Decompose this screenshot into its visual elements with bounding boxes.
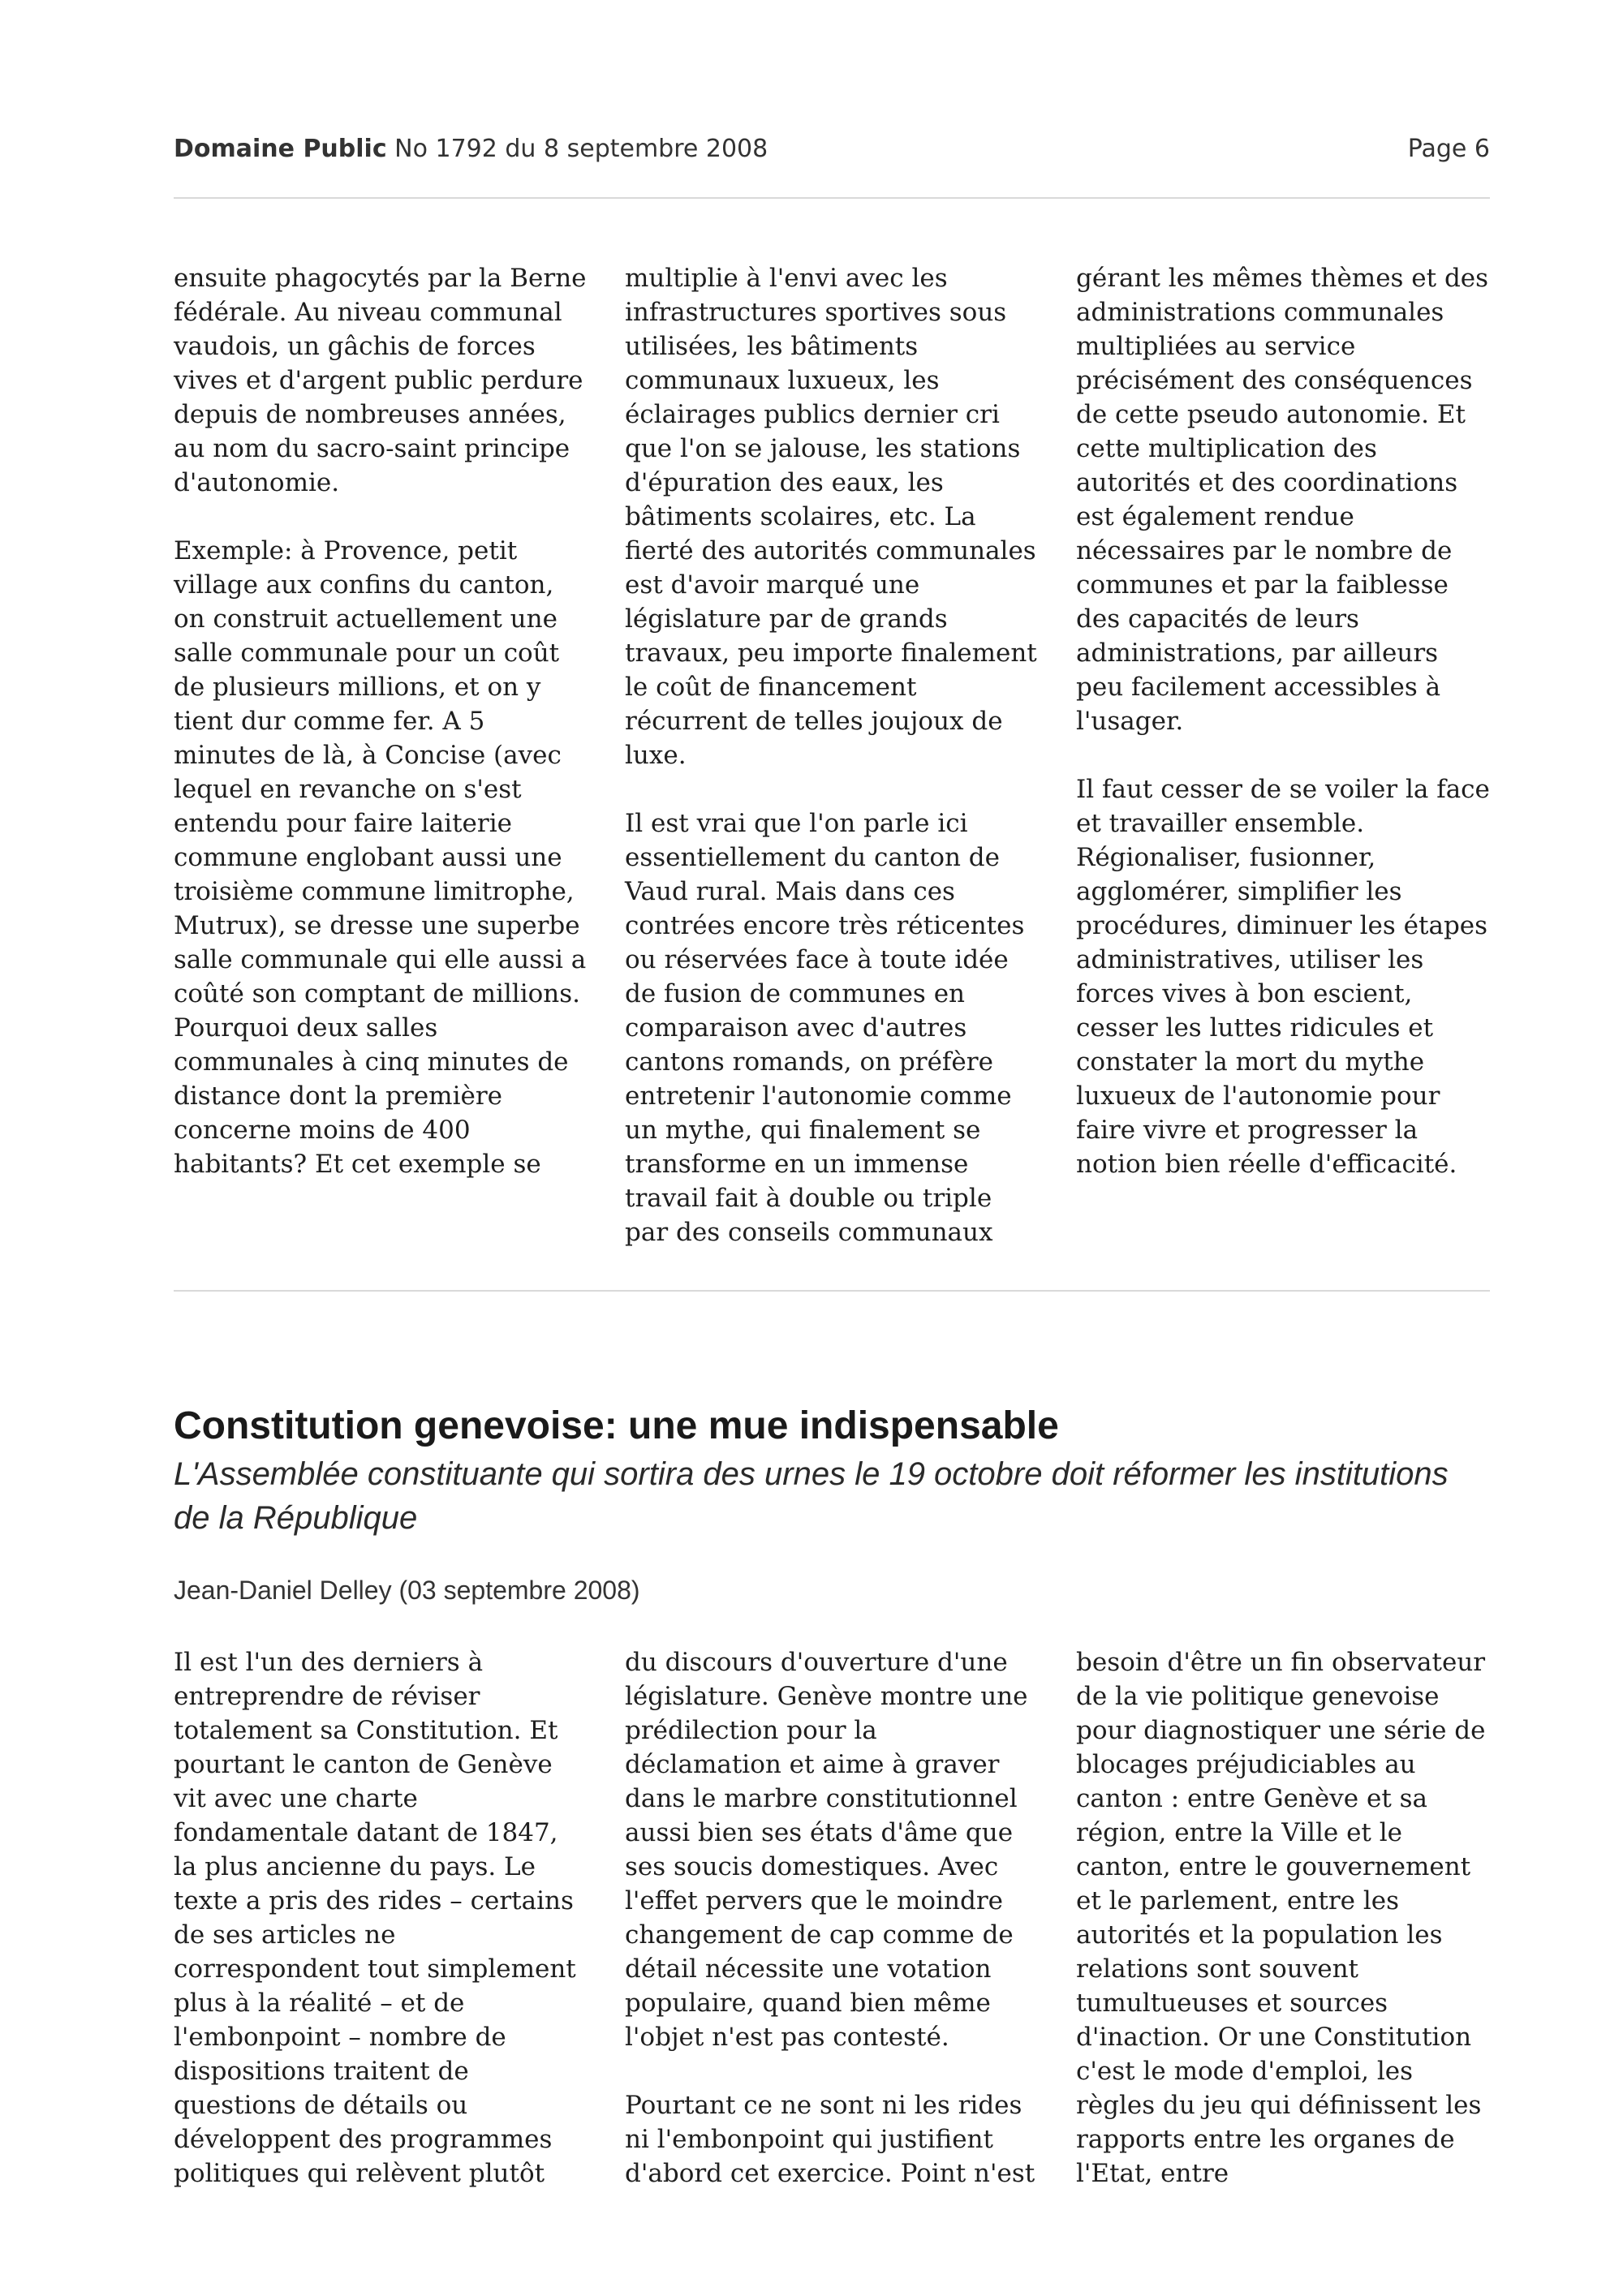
paragraph: Il faut cesser de se voiler la face et travailler ensemble. Régionaliser, fusionner, agglomérer, simplifier les procédures, diminuer les étapes administratives, utiliser les forces vives à bon escient, cesser les luttes ridicules et constater la mort du mythe luxueux de l'autonomie pour faire vivre et progresser la notion bien réelle d'efficacité. [1076, 775, 1490, 1179]
article-title: Constitution genevoise: une mue indispensable [174, 1404, 1059, 1447]
paragraph: Pourtant ce ne sont ni les rides ni l'embonpoint qui justifient d'abord cet exercice. Point n'est [625, 2091, 1035, 2188]
text-column [174, 261, 588, 1249]
text-column [1076, 261, 1490, 1249]
text-column [625, 261, 1039, 1249]
paragraph: gérant les mêmes thèmes et des administrations communales multipliées au service précisément des conséquences de cette pseudo autonomie. Et cette multiplication des autorités et des coordinations est également rendue nécessaires par le nombre de communes et par la faiblesse des capacités de leurs administrations, par ailleurs peu facilement accessibles à l'usager. [1076, 264, 1489, 736]
issue-info: No 1792 du 8 septembre 2008 [394, 135, 768, 163]
text-column [625, 1645, 1039, 2191]
paragraph: besoin d'être un fin observateur de la vie politique genevoise pour diagnostiquer une série de blocages préjudiciables au canton : entre Genève et sa région, entre la Ville et le canton, entre le gouvernement et le parlement, entre les autorités et la population les relations sont souvent tumultueuses et sources d'inaction. Or une Constitution c'est le mode d'emploi, les règles du jeu qui définissent les rapports entre les organes de l'Etat, entre [1076, 1648, 1486, 2188]
page-header [174, 135, 1490, 167]
header-divider [174, 197, 1490, 199]
article-byline: Jean-Daniel Delley (03 septembre 2008) [174, 1576, 640, 1605]
text-column [174, 1645, 588, 2191]
article-columns [174, 1645, 1490, 2191]
publication-name: Domaine Public [174, 135, 387, 163]
page-number: Page 6 [1407, 135, 1490, 163]
paragraph: du discours d'ouverture d'une législature. Genève montre une prédilection pour la déclamation et aime à graver dans le marbre constitutionnel aussi bien ses états d'âme que ses soucis domestiques. Avec l'effet pervers que le moindre changement de cap comme de détail nécessite une votation populaire, quand bien même l'objet n'est pas contesté. [625, 1648, 1028, 2052]
article-divider [174, 1290, 1490, 1292]
paragraph: Il est l'un des derniers à entreprendre de réviser totalement sa Constitution. Et pourtant le canton de Genève vit avec une charte fondamentale datant de 1847, la plus ancienne du pays. Le texte a pris des rides – certains de ses articles ne correspondent tout simplement plus à la réalité – et de l'embonpoint – nombre de dispositions traitent de questions de détails ou développent des programmes politiques qui relèvent plutôt [174, 1648, 576, 2188]
paragraph: ensuite phagocytés par la Berne fédérale. Au niveau communal vaudois, un gâchis de forces vives et d'argent public perdure depuis de nombreuses années, au nom du sacro-saint principe d'autonomie. [174, 264, 587, 497]
paragraph: Il est vrai que l'on parle ici essentiellement du canton de Vaud rural. Mais dans ces contrées encore très réticentes ou réservées face à toute idée de fusion de communes en comparaison avec d'autres cantons romands, on préfère entretenir l'autonomie comme un mythe, qui finalement se transforme en un immense travail fait à double ou triple par des conseils communaux [625, 809, 1025, 1247]
text-column [1076, 1645, 1490, 2191]
previous-article-columns [174, 261, 1490, 1249]
paragraph: multiplie à l'envi avec les infrastructures sportives sous utilisées, les bâtiments communaux luxueux, les éclairages publics dernier cri que l'on se jalouse, les stations d'épuration des eaux, les bâtiments scolaires, etc. La fierté des autorités communales est d'avoir marqué une législature par de grands travaux, peu importe finalement le coût de financement récurrent de telles joujoux de luxe. [625, 264, 1037, 770]
article-subtitle: L'Assemblée constituante qui sortira des urnes le 19 octobre doit réformer les institutions de la République [174, 1456, 1449, 1536]
paragraph: Exemple: à Provence, petit village aux confins du canton, on construit actuellement une salle communale pour un coût de plusieurs millions, et on y tient dur comme fer. A 5 minutes de là, à Concise (avec lequel en revanche on s'est entendu pour faire laiterie commune englobant aussi une troisième commune limitrophe, Mutrux), se dresse une superbe salle communale qui elle aussi a coûté son comptant de millions. Pourquoi deux salles communales à cinq minutes de distance dont la première concerne moins de 400 habitants? Et cet exemple se [174, 536, 587, 1179]
